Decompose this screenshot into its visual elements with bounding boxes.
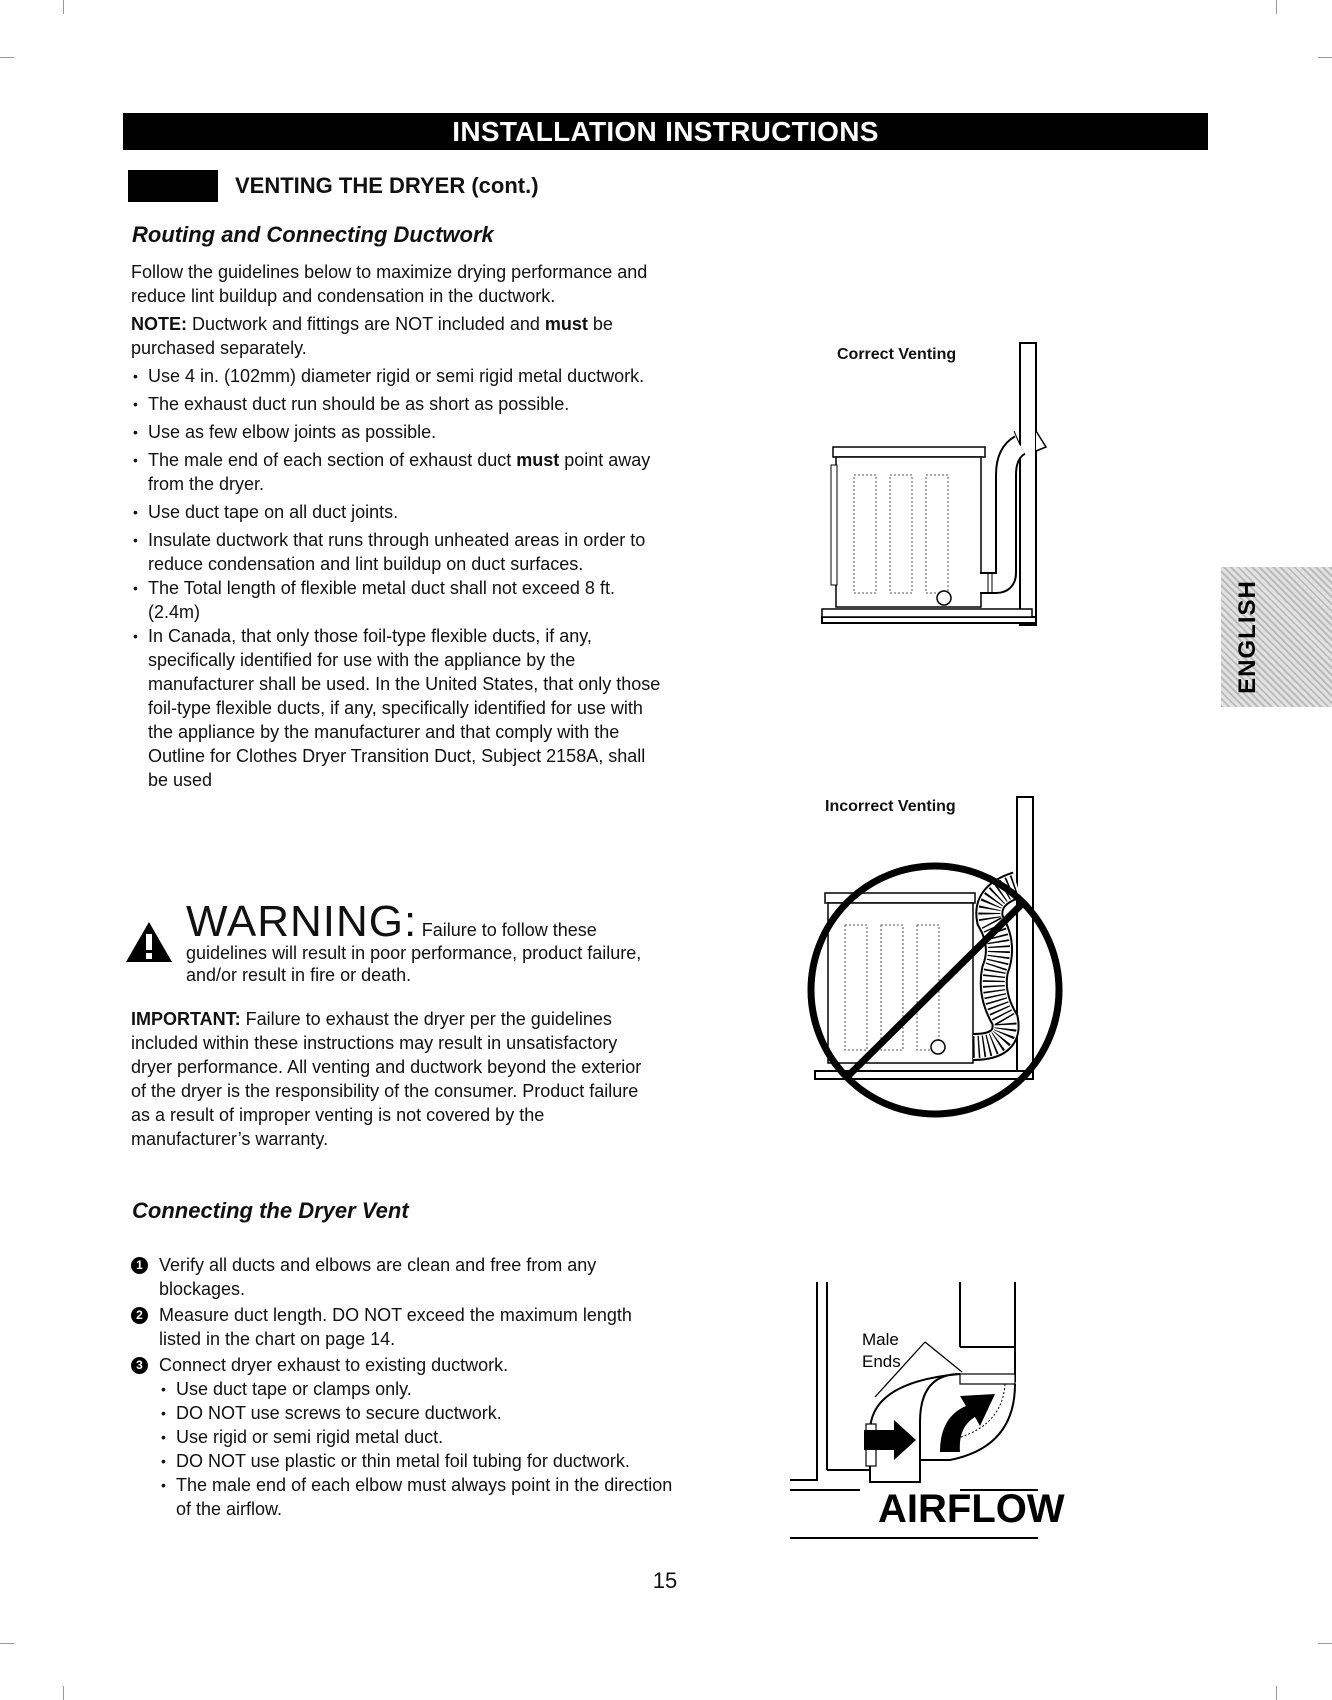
list-item: • Use duct tape or clamps only. <box>159 1377 676 1401</box>
list-item: • The exhaust duct run should be as short as possible. <box>131 392 661 416</box>
male-end-must: must <box>516 450 560 470</box>
list-item: • In Canada, that only those foil-type flexible ducts, if any, specifically identified for use with the appliance by the manufacturer shall be used. In the United States, that only those foil-type flexible ducts, if any, specifically identified for use with the appliance by the manufacturer and that comply with the Outline for Clothes Dryer Transition Duct, Subject 2158A, shall be used <box>131 624 661 792</box>
section-marker <box>128 170 218 202</box>
list-item: • Use rigid or semi rigid metal duct. <box>159 1425 676 1449</box>
airflow-label: AIRFLOW <box>878 1487 1065 1531</box>
list-item: • The male end of each elbow must always point in the direction of the airflow. <box>159 1473 676 1521</box>
crop-mark <box>1276 1686 1277 1700</box>
list-item: • The Total length of flexible metal duct shall not exceed 8 ft.(2.4m) <box>131 576 661 624</box>
crop-mark <box>0 57 14 58</box>
warning-title <box>186 897 664 946</box>
male-end-text-2: point away from the dryer. <box>148 450 651 494</box>
note <box>131 312 661 360</box>
incorrect-venting-illustration <box>795 795 1075 1115</box>
warning-label: WARNING: <box>186 897 418 946</box>
connecting-steps <box>131 1253 676 1523</box>
list-item: • DO NOT use plastic or thin metal foil tubing for ductwork. <box>159 1449 676 1473</box>
step-text: Verify all ducts and elbows are clean and free from any blockages. <box>159 1255 597 1299</box>
important-label: IMPORTANT: <box>131 1009 241 1029</box>
note-text-2: be purchased separately. <box>131 314 613 358</box>
step-item <box>131 1353 676 1521</box>
step-sub-bullets <box>159 1377 676 1521</box>
list-item: • Use 4 in. (102mm) diameter rigid or semi rigid metal ductwork. <box>131 364 661 388</box>
warning-lead: Failure to follow these <box>421 920 597 940</box>
male-end-text-1: The male end of each section of exhaust duct <box>148 450 517 470</box>
step-number: 1 <box>131 1257 148 1274</box>
note-must: must <box>544 314 588 334</box>
list-item: • DO NOT use screws to secure ductwork. <box>159 1401 676 1425</box>
note-label: NOTE: <box>131 314 187 334</box>
crop-mark <box>0 1643 14 1644</box>
list-item: • Use as few elbow joints as possible. <box>131 420 661 444</box>
step-item <box>131 1303 676 1351</box>
important-block <box>131 1007 651 1155</box>
language-tab-label: ENGLISH <box>1234 580 1261 694</box>
incorrect-venting-label: Incorrect Venting <box>825 798 956 815</box>
step-item <box>131 1253 676 1301</box>
connecting-heading: Connecting the Dryer Vent <box>132 1198 409 1223</box>
routing-bullets <box>131 364 661 792</box>
male-label: Male <box>862 1330 899 1349</box>
crop-mark <box>63 0 64 14</box>
routing-body <box>131 260 661 796</box>
section-title: VENTING THE DRYER (cont.) <box>235 173 539 198</box>
warning-block <box>124 897 664 986</box>
step-text: Measure duct length. DO NOT exceed the maximum length listed in the chart on page 14. <box>159 1305 632 1349</box>
page-number: 15 <box>652 1568 678 1593</box>
ends-label: Ends <box>862 1352 901 1371</box>
step-text: Connect dryer exhaust to existing ductwork. <box>159 1355 509 1375</box>
language-tab <box>1228 572 1268 702</box>
note-text-1: Ductwork and fittings are NOT included and <box>187 314 545 334</box>
list-item <box>131 448 661 496</box>
airflow-illustration <box>790 1282 1065 1542</box>
step-number: 2 <box>131 1307 148 1324</box>
step-number: 3 <box>131 1357 148 1374</box>
crop-mark <box>63 1686 64 1700</box>
warning-body: guidelines will result in poor performance, product failure, and/or result in fire or death. <box>186 943 642 985</box>
routing-heading: Routing and Connecting Ductwork <box>132 222 494 247</box>
routing-intro: Follow the guidelines below to maximize drying performance and reduce lint buildup and condensation in the ductwork. <box>131 262 648 306</box>
warning-triangle-icon <box>124 920 174 964</box>
list-item: • Use duct tape on all duct joints. <box>131 500 661 524</box>
crop-mark <box>1276 0 1277 14</box>
page-banner: INSTALLATION INSTRUCTIONS <box>123 113 1208 150</box>
crop-mark <box>1318 1643 1332 1644</box>
list-item: • Insulate ductwork that runs through unheated areas in order to reduce condensation and lint buildup on duct surfaces. <box>131 528 661 576</box>
important-text: Failure to exhaust the dryer per the guidelines included within these instructions may result in unsatisfactory dryer performance. All venting and ductwork beyond the exterior of the dryer is the responsibility of the consumer. Product failure as a result of improper venting is not covered by the manufacturer’s warranty. <box>131 1009 642 1149</box>
crop-mark <box>1318 57 1332 58</box>
correct-venting-illustration <box>820 335 1050 625</box>
correct-venting-label: Correct Venting <box>837 346 957 363</box>
